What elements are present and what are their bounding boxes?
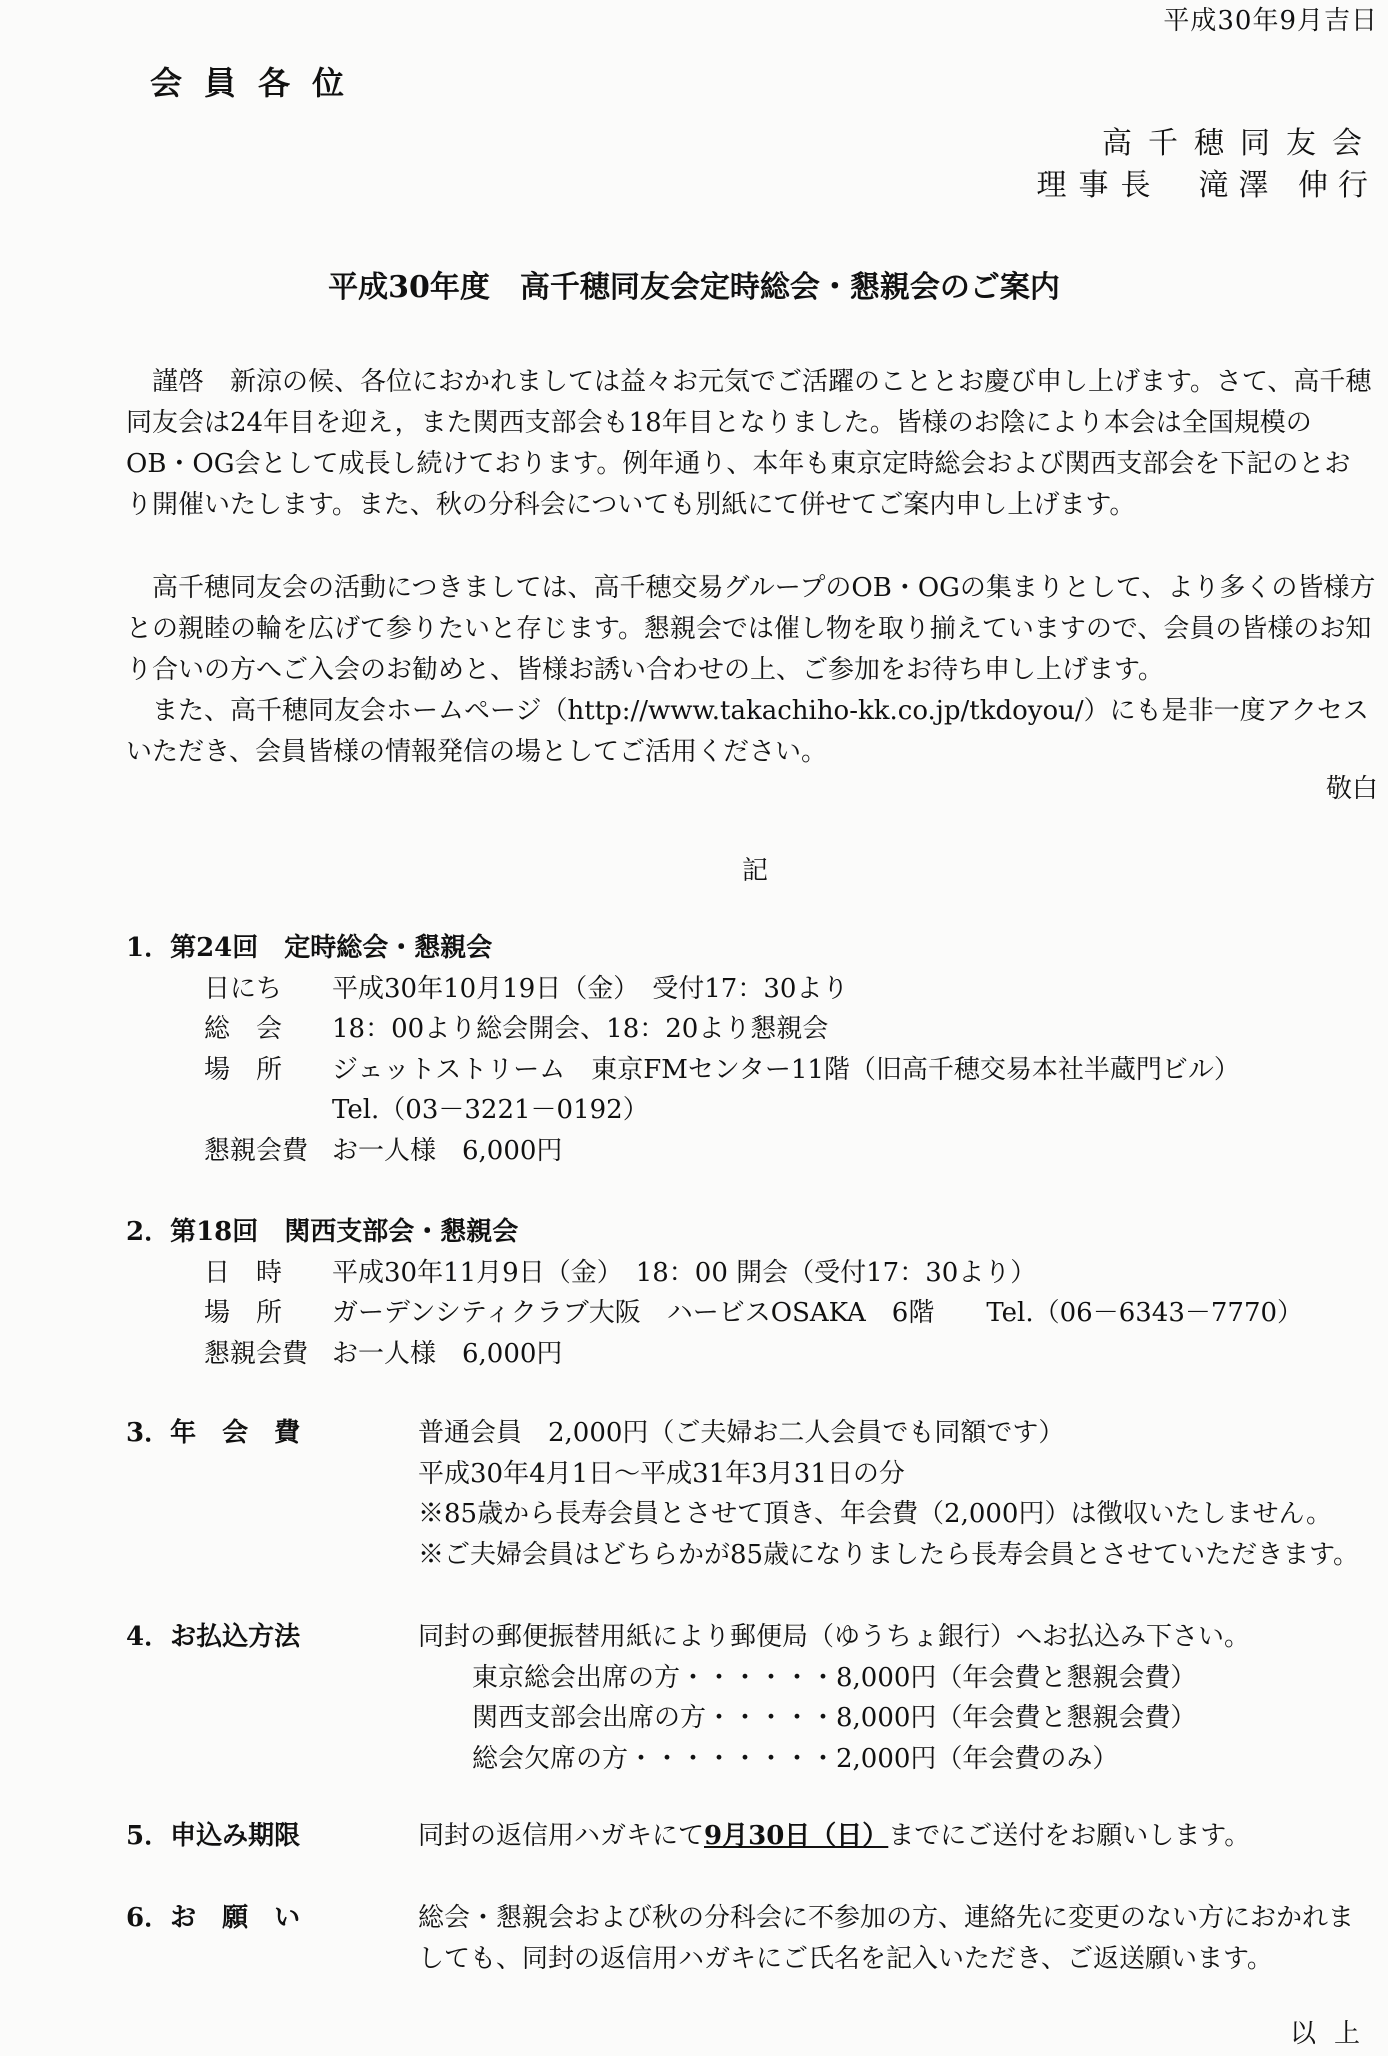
label-date: 日 時 — [204, 1257, 283, 1288]
chairman-line — [1036, 160, 1378, 204]
request-line-1: 総会・懇親会および秋の分科会に不参加の方、連絡先に変更のない方におかれま — [418, 1903, 1355, 1933]
label-fee: 懇親会費 — [204, 1338, 309, 1369]
section-payment-method — [126, 1617, 1250, 1779]
payment-line-3: 関西支部会出席の方・・・・・8,000円（年会費と懇親会費） — [472, 1703, 1197, 1733]
closing-ijo: 以上 — [1289, 2019, 1378, 2049]
deadline-post: までにご送付をお願いします。 — [888, 1821, 1251, 1851]
fee-line-4: ※ご夫婦会員はどちらかが85歳になりましたら長寿会員とさせていただきます。 — [418, 1539, 1360, 1570]
request-line-2: しても、同封の返信用ハガキにご氏名を記入いただき、ご返送願います。 — [418, 1943, 1273, 1974]
activity-paragraph — [126, 568, 1376, 773]
section-annual-fee — [126, 1413, 1359, 1575]
activity-text: 高千穂同友会の活動につきましては、高千穂交易グループのOB・OGの集まりとして、より多くの皆様方との親睦の輪を広げて参りたいと存じます。懇親会では催し物を取り揃えていますので、会員の皆様のお知り合いの方へご入会のお勧めと、皆様お誘い合わせの上、ご参加をお待ち申し上げます。 — [126, 573, 1376, 685]
chairman-title: 理事長 — [1036, 168, 1163, 203]
organization-name: 高千穂同友会 — [1102, 126, 1378, 161]
label-date: 日にち — [204, 973, 283, 1004]
section-label: 4．お払込方法 — [126, 1622, 301, 1652]
fee-line-2: 平成30年4月1日～平成31年3月31日の分 — [418, 1458, 905, 1489]
value-place: ジェットストリーム 東京FMセンター11階（旧高千穂交易本社半蔵門ビル） — [332, 1054, 1240, 1085]
payment-line-2: 東京総会出席の方・・・・・・8,000円（年会費と懇親会費） — [472, 1662, 1197, 1693]
label-meeting: 総 会 — [204, 1014, 283, 1044]
deadline-line — [418, 1816, 1250, 1857]
section-request — [126, 1898, 1354, 1979]
section-label: 3．年 会 費 — [126, 1418, 301, 1448]
section-heading: 2．第18回 関西支部会・懇親会 — [126, 1217, 519, 1247]
deadline-pre: 同封の返信用ハガキにて — [418, 1821, 705, 1851]
value-place: ガーデンシティクラブ大阪 ハービスOSAKA 6階 Tel.（06－6343－7770） — [332, 1298, 1304, 1328]
document-title: 平成30年度 高千穂同友会定時総会・懇親会のご案内 — [328, 270, 1060, 305]
value-tel: Tel.（03－3221－0192） — [332, 1095, 649, 1125]
section-deadline — [126, 1816, 1250, 1857]
payment-line-4: 総会欠席の方・・・・・・・・2,000円（年会費のみ） — [472, 1743, 1119, 1774]
document-date: 平成30年9月吉日 — [1163, 6, 1378, 36]
label-place: 場 所 — [204, 1298, 283, 1328]
value-meeting: 18：00より総会開会、18：20より懇親会 — [332, 1014, 829, 1044]
section-label: 5．申込み期限 — [126, 1821, 301, 1851]
deadline-date: 9月30日（日） — [704, 1821, 889, 1851]
section-heading: 1．第24回 定時総会・懇親会 — [126, 933, 493, 963]
intro-paragraph: 謹啓 新涼の候、各位におかれましては益々お元気でご活躍のこととお慶び申し上げます。さて、高千穂同友会は24年目を迎え，また関西支部会も18年目となりました。皆様のお陰により本会は全国規模のOB・OG会として成長し続けております。例年通り、本年も東京定時総会および関西支部会を下記のとおり開催いたします。また、秋の分科会についても別紙にて併せてご案内申し上げます。 — [126, 367, 1372, 520]
fee-line-3: ※85歳から長寿会員とさせて頂き、年会費（2,000円）は徴収いたしません。 — [418, 1499, 1333, 1529]
section-general-meeting — [126, 928, 1240, 1171]
chairman-name: 滝澤 伸行 — [1198, 168, 1378, 203]
value-fee: お一人様 6,000円 — [332, 1135, 563, 1166]
value-fee: お一人様 6,000円 — [332, 1338, 563, 1369]
section-kansai-meeting — [126, 1212, 1303, 1374]
label-fee: 懇親会費 — [204, 1135, 309, 1166]
section-label: 6．お 願 い — [126, 1903, 301, 1933]
fee-line-1: 普通会員 2,000円（ご夫婦お二人会員でも同額です） — [418, 1418, 1065, 1448]
homepage-text: また、高千穂同友会ホームページ（http://www.takachiho-kk.co.jp/tkdoyou/）にも是非一度アクセスいただき、会員皆様の情報発信の場としてご活用ください。 — [126, 696, 1369, 767]
value-date: 平成30年10月19日（金） 受付17：30より — [332, 973, 849, 1004]
payment-line-1: 同封の郵便振替用紙により郵便局（ゆうちょ銀行）へお払込み下さい。 — [418, 1622, 1251, 1652]
ki-heading: 記 — [741, 856, 768, 886]
label-place: 場 所 — [204, 1054, 283, 1085]
value-date: 平成30年11月9日（金） 18：00 開会（受付17：30より） — [332, 1257, 1037, 1288]
closing-remark: 敬白 — [1325, 774, 1378, 804]
addressee: 会員各位 — [150, 64, 367, 102]
